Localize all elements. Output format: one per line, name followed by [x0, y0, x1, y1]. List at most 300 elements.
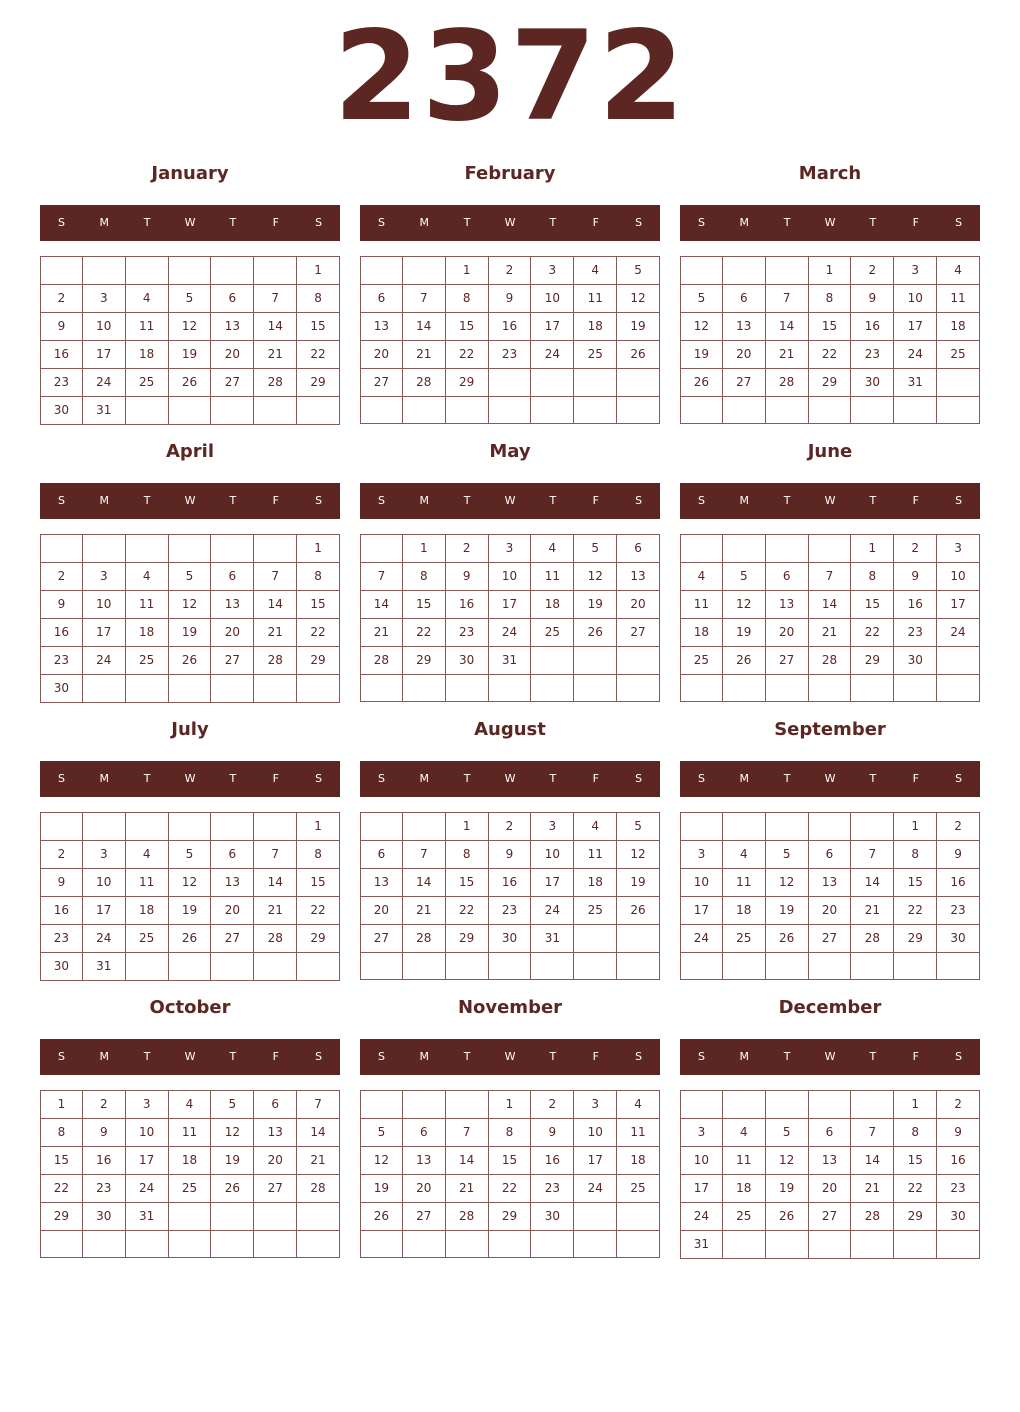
day-cell[interactable]: 14: [766, 313, 809, 341]
day-cell[interactable]: 2: [937, 812, 980, 841]
day-cell[interactable]: 20: [254, 1147, 297, 1175]
day-cell[interactable]: 13: [403, 1147, 446, 1175]
day-cell[interactable]: 18: [169, 1147, 212, 1175]
day-cell[interactable]: 23: [531, 1175, 574, 1203]
day-cell[interactable]: 13: [211, 313, 254, 341]
day-cell[interactable]: 29: [297, 369, 340, 397]
day-cell[interactable]: 30: [446, 647, 489, 675]
day-cell[interactable]: 6: [617, 534, 660, 563]
day-cell[interactable]: 21: [403, 897, 446, 925]
day-cell[interactable]: 2: [489, 256, 532, 285]
day-cell[interactable]: 23: [489, 897, 532, 925]
day-cell[interactable]: 23: [446, 619, 489, 647]
day-cell[interactable]: 3: [126, 1090, 169, 1119]
day-cell[interactable]: 16: [937, 869, 980, 897]
day-cell[interactable]: 20: [211, 341, 254, 369]
day-cell[interactable]: 25: [574, 897, 617, 925]
day-cell[interactable]: 8: [403, 563, 446, 591]
day-cell[interactable]: 25: [531, 619, 574, 647]
day-cell[interactable]: 7: [766, 285, 809, 313]
day-cell[interactable]: 17: [83, 619, 126, 647]
day-cell[interactable]: 29: [894, 925, 937, 953]
day-cell[interactable]: 9: [531, 1119, 574, 1147]
day-cell[interactable]: 15: [403, 591, 446, 619]
day-cell[interactable]: 6: [809, 841, 852, 869]
day-cell[interactable]: 5: [574, 534, 617, 563]
day-cell[interactable]: 21: [360, 619, 403, 647]
day-cell[interactable]: 19: [680, 341, 723, 369]
day-cell[interactable]: 10: [83, 869, 126, 897]
day-cell[interactable]: 19: [169, 341, 212, 369]
day-cell[interactable]: 14: [254, 869, 297, 897]
day-cell[interactable]: 13: [211, 869, 254, 897]
day-cell[interactable]: 30: [937, 925, 980, 953]
day-cell[interactable]: 1: [297, 256, 340, 285]
day-cell[interactable]: 7: [446, 1119, 489, 1147]
day-cell[interactable]: 24: [894, 341, 937, 369]
day-cell[interactable]: 15: [297, 869, 340, 897]
day-cell[interactable]: 22: [297, 897, 340, 925]
day-cell[interactable]: 25: [723, 925, 766, 953]
day-cell[interactable]: 24: [126, 1175, 169, 1203]
day-cell[interactable]: 26: [169, 647, 212, 675]
day-cell[interactable]: 9: [489, 841, 532, 869]
day-cell[interactable]: 13: [766, 591, 809, 619]
day-cell[interactable]: 20: [360, 341, 403, 369]
day-cell[interactable]: 29: [809, 369, 852, 397]
day-cell[interactable]: 12: [723, 591, 766, 619]
day-cell[interactable]: 23: [894, 619, 937, 647]
day-cell[interactable]: 23: [489, 341, 532, 369]
day-cell[interactable]: 19: [169, 897, 212, 925]
day-cell[interactable]: 22: [297, 619, 340, 647]
day-cell[interactable]: 23: [40, 647, 83, 675]
day-cell[interactable]: 28: [360, 647, 403, 675]
day-cell[interactable]: 7: [254, 841, 297, 869]
day-cell[interactable]: 2: [40, 285, 83, 313]
day-cell[interactable]: 24: [83, 925, 126, 953]
day-cell[interactable]: 2: [531, 1090, 574, 1119]
day-cell[interactable]: 6: [403, 1119, 446, 1147]
day-cell[interactable]: 3: [894, 256, 937, 285]
day-cell[interactable]: 4: [531, 534, 574, 563]
day-cell[interactable]: 1: [809, 256, 852, 285]
day-cell[interactable]: 14: [254, 591, 297, 619]
day-cell[interactable]: 10: [83, 591, 126, 619]
day-cell[interactable]: 11: [169, 1119, 212, 1147]
day-cell[interactable]: 12: [680, 313, 723, 341]
day-cell[interactable]: 5: [723, 563, 766, 591]
day-cell[interactable]: 21: [254, 341, 297, 369]
day-cell[interactable]: 29: [40, 1203, 83, 1231]
day-cell[interactable]: 2: [40, 841, 83, 869]
day-cell[interactable]: 28: [446, 1203, 489, 1231]
day-cell[interactable]: 14: [297, 1119, 340, 1147]
day-cell[interactable]: 8: [297, 563, 340, 591]
day-cell[interactable]: 5: [211, 1090, 254, 1119]
day-cell[interactable]: 11: [723, 869, 766, 897]
day-cell[interactable]: 17: [937, 591, 980, 619]
day-cell[interactable]: 11: [617, 1119, 660, 1147]
day-cell[interactable]: 8: [446, 841, 489, 869]
day-cell[interactable]: 22: [894, 897, 937, 925]
day-cell[interactable]: 8: [446, 285, 489, 313]
day-cell[interactable]: 6: [211, 285, 254, 313]
day-cell[interactable]: 8: [894, 841, 937, 869]
day-cell[interactable]: 31: [894, 369, 937, 397]
day-cell[interactable]: 10: [574, 1119, 617, 1147]
day-cell[interactable]: 1: [297, 812, 340, 841]
day-cell[interactable]: 13: [809, 1147, 852, 1175]
day-cell[interactable]: 9: [40, 869, 83, 897]
day-cell[interactable]: 20: [617, 591, 660, 619]
day-cell[interactable]: 15: [297, 313, 340, 341]
day-cell[interactable]: 18: [937, 313, 980, 341]
day-cell[interactable]: 1: [446, 812, 489, 841]
day-cell[interactable]: 19: [723, 619, 766, 647]
day-cell[interactable]: 13: [360, 869, 403, 897]
day-cell[interactable]: 6: [360, 841, 403, 869]
day-cell[interactable]: 31: [680, 1231, 723, 1259]
day-cell[interactable]: 21: [766, 341, 809, 369]
day-cell[interactable]: 11: [937, 285, 980, 313]
day-cell[interactable]: 24: [680, 925, 723, 953]
day-cell[interactable]: 27: [211, 369, 254, 397]
day-cell[interactable]: 22: [489, 1175, 532, 1203]
day-cell[interactable]: 30: [531, 1203, 574, 1231]
day-cell[interactable]: 17: [680, 897, 723, 925]
day-cell[interactable]: 6: [360, 285, 403, 313]
day-cell[interactable]: 5: [617, 812, 660, 841]
day-cell[interactable]: 17: [83, 341, 126, 369]
day-cell[interactable]: 29: [446, 925, 489, 953]
day-cell[interactable]: 21: [403, 341, 446, 369]
day-cell[interactable]: 10: [937, 563, 980, 591]
day-cell[interactable]: 23: [40, 925, 83, 953]
day-cell[interactable]: 5: [617, 256, 660, 285]
day-cell[interactable]: 25: [126, 925, 169, 953]
day-cell[interactable]: 11: [531, 563, 574, 591]
day-cell[interactable]: 22: [403, 619, 446, 647]
day-cell[interactable]: 23: [937, 1175, 980, 1203]
day-cell[interactable]: 18: [574, 869, 617, 897]
day-cell[interactable]: 22: [894, 1175, 937, 1203]
day-cell[interactable]: 22: [809, 341, 852, 369]
day-cell[interactable]: 28: [297, 1175, 340, 1203]
day-cell[interactable]: 7: [403, 841, 446, 869]
day-cell[interactable]: 12: [766, 869, 809, 897]
day-cell[interactable]: 23: [40, 369, 83, 397]
day-cell[interactable]: 4: [169, 1090, 212, 1119]
day-cell[interactable]: 17: [531, 869, 574, 897]
day-cell[interactable]: 18: [680, 619, 723, 647]
day-cell[interactable]: 13: [360, 313, 403, 341]
day-cell[interactable]: 26: [574, 619, 617, 647]
day-cell[interactable]: 5: [680, 285, 723, 313]
day-cell[interactable]: 9: [40, 591, 83, 619]
day-cell[interactable]: 4: [723, 841, 766, 869]
day-cell[interactable]: 3: [531, 256, 574, 285]
day-cell[interactable]: 17: [894, 313, 937, 341]
day-cell[interactable]: 12: [169, 313, 212, 341]
day-cell[interactable]: 15: [809, 313, 852, 341]
day-cell[interactable]: 9: [40, 313, 83, 341]
day-cell[interactable]: 11: [126, 591, 169, 619]
day-cell[interactable]: 14: [851, 1147, 894, 1175]
day-cell[interactable]: 25: [723, 1203, 766, 1231]
day-cell[interactable]: 26: [169, 925, 212, 953]
day-cell[interactable]: 26: [360, 1203, 403, 1231]
day-cell[interactable]: 5: [169, 563, 212, 591]
day-cell[interactable]: 21: [809, 619, 852, 647]
day-cell[interactable]: 29: [489, 1203, 532, 1231]
day-cell[interactable]: 4: [680, 563, 723, 591]
day-cell[interactable]: 27: [723, 369, 766, 397]
day-cell[interactable]: 30: [40, 675, 83, 703]
day-cell[interactable]: 8: [894, 1119, 937, 1147]
day-cell[interactable]: 12: [169, 869, 212, 897]
day-cell[interactable]: 24: [574, 1175, 617, 1203]
day-cell[interactable]: 1: [297, 534, 340, 563]
day-cell[interactable]: 28: [254, 647, 297, 675]
day-cell[interactable]: 2: [894, 534, 937, 563]
day-cell[interactable]: 19: [617, 313, 660, 341]
day-cell[interactable]: 8: [809, 285, 852, 313]
day-cell[interactable]: 15: [489, 1147, 532, 1175]
day-cell[interactable]: 3: [83, 285, 126, 313]
day-cell[interactable]: 14: [254, 313, 297, 341]
day-cell[interactable]: 22: [446, 341, 489, 369]
day-cell[interactable]: 9: [894, 563, 937, 591]
day-cell[interactable]: 6: [211, 841, 254, 869]
day-cell[interactable]: 30: [40, 397, 83, 425]
day-cell[interactable]: 4: [937, 256, 980, 285]
day-cell[interactable]: 13: [723, 313, 766, 341]
day-cell[interactable]: 31: [83, 397, 126, 425]
day-cell[interactable]: 7: [809, 563, 852, 591]
day-cell[interactable]: 14: [360, 591, 403, 619]
day-cell[interactable]: 1: [446, 256, 489, 285]
day-cell[interactable]: 1: [489, 1090, 532, 1119]
day-cell[interactable]: 8: [40, 1119, 83, 1147]
day-cell[interactable]: 27: [254, 1175, 297, 1203]
day-cell[interactable]: 9: [851, 285, 894, 313]
day-cell[interactable]: 27: [211, 647, 254, 675]
day-cell[interactable]: 10: [83, 313, 126, 341]
day-cell[interactable]: 5: [766, 1119, 809, 1147]
day-cell[interactable]: 26: [169, 369, 212, 397]
day-cell[interactable]: 27: [766, 647, 809, 675]
day-cell[interactable]: 27: [211, 925, 254, 953]
day-cell[interactable]: 18: [126, 619, 169, 647]
day-cell[interactable]: 12: [617, 841, 660, 869]
day-cell[interactable]: 28: [851, 1203, 894, 1231]
day-cell[interactable]: 18: [126, 341, 169, 369]
day-cell[interactable]: 18: [126, 897, 169, 925]
day-cell[interactable]: 2: [937, 1090, 980, 1119]
day-cell[interactable]: 29: [297, 647, 340, 675]
day-cell[interactable]: 24: [83, 369, 126, 397]
day-cell[interactable]: 15: [851, 591, 894, 619]
day-cell[interactable]: 29: [403, 647, 446, 675]
day-cell[interactable]: 2: [446, 534, 489, 563]
day-cell[interactable]: 14: [403, 313, 446, 341]
day-cell[interactable]: 9: [83, 1119, 126, 1147]
day-cell[interactable]: 21: [254, 619, 297, 647]
day-cell[interactable]: 19: [169, 619, 212, 647]
day-cell[interactable]: 3: [489, 534, 532, 563]
day-cell[interactable]: 2: [851, 256, 894, 285]
day-cell[interactable]: 29: [297, 925, 340, 953]
day-cell[interactable]: 31: [531, 925, 574, 953]
day-cell[interactable]: 9: [937, 841, 980, 869]
day-cell[interactable]: 3: [937, 534, 980, 563]
day-cell[interactable]: 2: [83, 1090, 126, 1119]
day-cell[interactable]: 25: [126, 369, 169, 397]
day-cell[interactable]: 13: [809, 869, 852, 897]
day-cell[interactable]: 21: [851, 897, 894, 925]
day-cell[interactable]: 21: [851, 1175, 894, 1203]
day-cell[interactable]: 24: [937, 619, 980, 647]
day-cell[interactable]: 20: [211, 619, 254, 647]
day-cell[interactable]: 16: [83, 1147, 126, 1175]
day-cell[interactable]: 15: [40, 1147, 83, 1175]
day-cell[interactable]: 12: [766, 1147, 809, 1175]
day-cell[interactable]: 15: [297, 591, 340, 619]
day-cell[interactable]: 4: [126, 285, 169, 313]
day-cell[interactable]: 30: [489, 925, 532, 953]
day-cell[interactable]: 11: [723, 1147, 766, 1175]
day-cell[interactable]: 3: [680, 841, 723, 869]
day-cell[interactable]: 5: [360, 1119, 403, 1147]
day-cell[interactable]: 31: [489, 647, 532, 675]
day-cell[interactable]: 21: [297, 1147, 340, 1175]
day-cell[interactable]: 16: [851, 313, 894, 341]
day-cell[interactable]: 22: [40, 1175, 83, 1203]
day-cell[interactable]: 25: [617, 1175, 660, 1203]
day-cell[interactable]: 26: [766, 925, 809, 953]
day-cell[interactable]: 24: [83, 647, 126, 675]
day-cell[interactable]: 16: [894, 591, 937, 619]
day-cell[interactable]: 19: [211, 1147, 254, 1175]
day-cell[interactable]: 7: [403, 285, 446, 313]
day-cell[interactable]: 5: [169, 841, 212, 869]
day-cell[interactable]: 16: [40, 619, 83, 647]
day-cell[interactable]: 5: [766, 841, 809, 869]
day-cell[interactable]: 25: [169, 1175, 212, 1203]
day-cell[interactable]: 4: [126, 841, 169, 869]
day-cell[interactable]: 7: [360, 563, 403, 591]
day-cell[interactable]: 11: [574, 841, 617, 869]
day-cell[interactable]: 1: [851, 534, 894, 563]
day-cell[interactable]: 3: [83, 563, 126, 591]
day-cell[interactable]: 22: [851, 619, 894, 647]
day-cell[interactable]: 11: [680, 591, 723, 619]
day-cell[interactable]: 14: [851, 869, 894, 897]
day-cell[interactable]: 25: [574, 341, 617, 369]
day-cell[interactable]: 11: [126, 869, 169, 897]
day-cell[interactable]: 28: [809, 647, 852, 675]
day-cell[interactable]: 27: [617, 619, 660, 647]
day-cell[interactable]: 22: [446, 897, 489, 925]
day-cell[interactable]: 11: [126, 313, 169, 341]
day-cell[interactable]: 12: [617, 285, 660, 313]
day-cell[interactable]: 11: [574, 285, 617, 313]
day-cell[interactable]: 30: [851, 369, 894, 397]
day-cell[interactable]: 26: [617, 897, 660, 925]
day-cell[interactable]: 23: [83, 1175, 126, 1203]
day-cell[interactable]: 20: [809, 1175, 852, 1203]
day-cell[interactable]: 12: [574, 563, 617, 591]
day-cell[interactable]: 10: [894, 285, 937, 313]
day-cell[interactable]: 6: [254, 1090, 297, 1119]
day-cell[interactable]: 8: [297, 841, 340, 869]
day-cell[interactable]: 24: [680, 1203, 723, 1231]
day-cell[interactable]: 20: [723, 341, 766, 369]
day-cell[interactable]: 30: [894, 647, 937, 675]
day-cell[interactable]: 23: [851, 341, 894, 369]
day-cell[interactable]: 18: [723, 1175, 766, 1203]
day-cell[interactable]: 31: [83, 953, 126, 981]
day-cell[interactable]: 10: [680, 1147, 723, 1175]
day-cell[interactable]: 12: [169, 591, 212, 619]
day-cell[interactable]: 16: [531, 1147, 574, 1175]
day-cell[interactable]: 12: [360, 1147, 403, 1175]
day-cell[interactable]: 27: [403, 1203, 446, 1231]
day-cell[interactable]: 19: [574, 591, 617, 619]
day-cell[interactable]: 30: [40, 953, 83, 981]
day-cell[interactable]: 19: [766, 1175, 809, 1203]
day-cell[interactable]: 20: [403, 1175, 446, 1203]
day-cell[interactable]: 15: [894, 1147, 937, 1175]
day-cell[interactable]: 15: [894, 869, 937, 897]
day-cell[interactable]: 28: [766, 369, 809, 397]
day-cell[interactable]: 14: [809, 591, 852, 619]
day-cell[interactable]: 26: [723, 647, 766, 675]
day-cell[interactable]: 8: [851, 563, 894, 591]
day-cell[interactable]: 7: [297, 1090, 340, 1119]
day-cell[interactable]: 6: [723, 285, 766, 313]
day-cell[interactable]: 18: [617, 1147, 660, 1175]
day-cell[interactable]: 22: [297, 341, 340, 369]
day-cell[interactable]: 17: [531, 313, 574, 341]
day-cell[interactable]: 17: [680, 1175, 723, 1203]
day-cell[interactable]: 24: [489, 619, 532, 647]
day-cell[interactable]: 17: [83, 897, 126, 925]
day-cell[interactable]: 24: [531, 897, 574, 925]
day-cell[interactable]: 28: [254, 925, 297, 953]
day-cell[interactable]: 3: [531, 812, 574, 841]
day-cell[interactable]: 16: [40, 341, 83, 369]
day-cell[interactable]: 6: [211, 563, 254, 591]
day-cell[interactable]: 27: [360, 369, 403, 397]
day-cell[interactable]: 25: [126, 647, 169, 675]
day-cell[interactable]: 18: [574, 313, 617, 341]
day-cell[interactable]: 21: [446, 1175, 489, 1203]
day-cell[interactable]: 20: [211, 897, 254, 925]
day-cell[interactable]: 28: [403, 925, 446, 953]
day-cell[interactable]: 27: [809, 925, 852, 953]
day-cell[interactable]: 25: [680, 647, 723, 675]
day-cell[interactable]: 4: [574, 256, 617, 285]
day-cell[interactable]: 10: [126, 1119, 169, 1147]
day-cell[interactable]: 9: [489, 285, 532, 313]
day-cell[interactable]: 28: [851, 925, 894, 953]
day-cell[interactable]: 18: [531, 591, 574, 619]
day-cell[interactable]: 26: [680, 369, 723, 397]
day-cell[interactable]: 4: [617, 1090, 660, 1119]
day-cell[interactable]: 16: [40, 897, 83, 925]
